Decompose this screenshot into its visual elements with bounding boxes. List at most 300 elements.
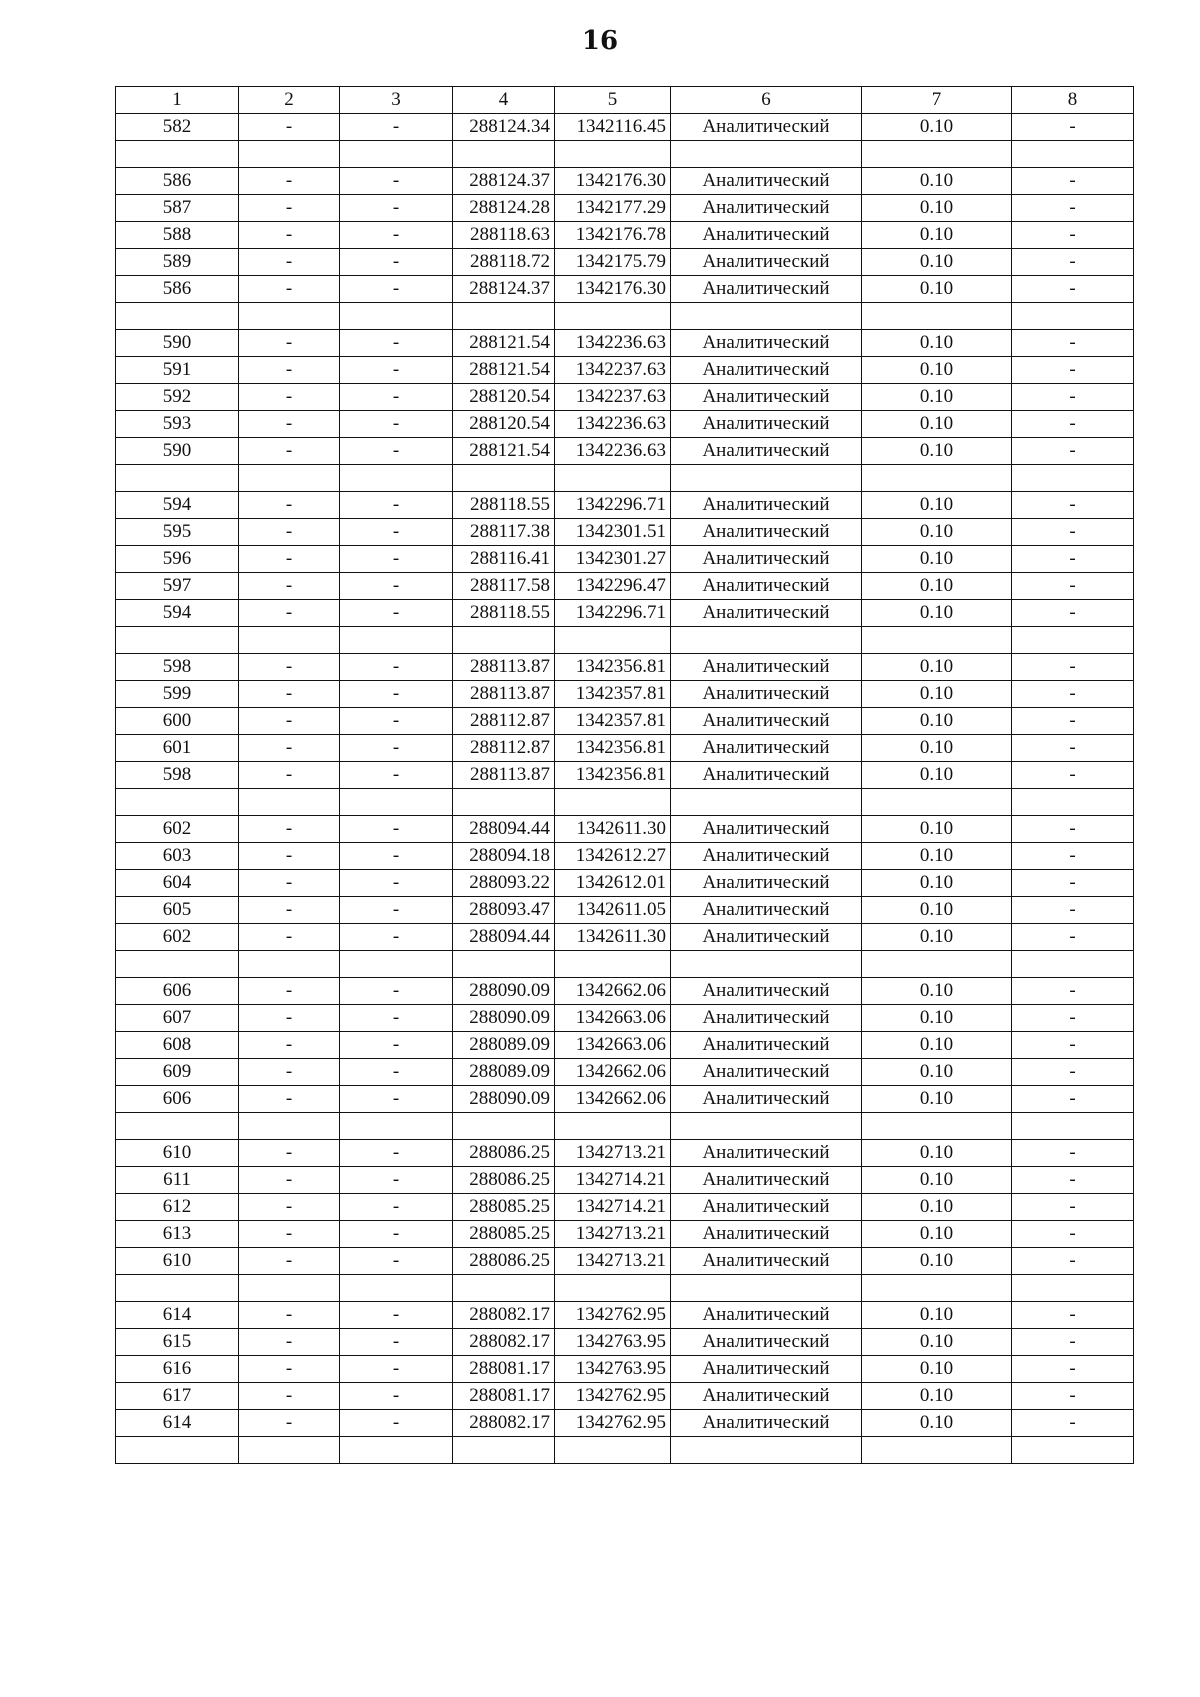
method-cell: Аналитический xyxy=(671,1383,862,1410)
accuracy-cell xyxy=(862,465,1012,492)
y-coordinate-cell: 1342662.06 xyxy=(555,1086,671,1113)
col8-cell xyxy=(1012,465,1134,492)
method-cell: Аналитический xyxy=(671,1167,862,1194)
col8-cell: - xyxy=(1012,1329,1134,1356)
table-row xyxy=(116,1356,1134,1383)
accuracy-cell: 0.10 xyxy=(862,1221,1012,1248)
col8-cell: - xyxy=(1012,357,1134,384)
point-number-cell xyxy=(116,951,239,978)
y-coordinate-cell: 1342612.01 xyxy=(555,870,671,897)
x-coordinate-cell: 288093.47 xyxy=(453,897,555,924)
table-row xyxy=(116,384,1134,411)
table-row xyxy=(116,519,1134,546)
col3-cell xyxy=(340,1275,453,1302)
method-cell: Аналитический xyxy=(671,735,862,762)
x-coordinate-cell: 288086.25 xyxy=(453,1140,555,1167)
method-cell: Аналитический xyxy=(671,681,862,708)
table-row xyxy=(116,573,1134,600)
table-row-separator xyxy=(116,465,1134,492)
col3-cell xyxy=(340,303,453,330)
y-coordinate-cell: 1342176.30 xyxy=(555,276,671,303)
col8-cell: - xyxy=(1012,978,1134,1005)
col3-cell: - xyxy=(340,276,453,303)
point-number-cell: 609 xyxy=(116,1059,239,1086)
table-row xyxy=(116,897,1134,924)
col8-cell: - xyxy=(1012,1383,1134,1410)
col3-cell: - xyxy=(340,546,453,573)
x-coordinate-cell: 288118.55 xyxy=(453,600,555,627)
method-cell: Аналитический xyxy=(671,654,862,681)
table-row xyxy=(116,1221,1134,1248)
col8-cell xyxy=(1012,141,1134,168)
table-row xyxy=(116,1059,1134,1086)
col8-cell: - xyxy=(1012,195,1134,222)
point-number-cell: 590 xyxy=(116,330,239,357)
x-coordinate-cell: 288094.18 xyxy=(453,843,555,870)
accuracy-cell: 0.10 xyxy=(862,1194,1012,1221)
accuracy-cell: 0.10 xyxy=(862,384,1012,411)
col2-cell: - xyxy=(239,681,340,708)
point-number-cell xyxy=(116,627,239,654)
x-coordinate-cell: 288086.25 xyxy=(453,1248,555,1275)
y-coordinate-cell: 1342116.45 xyxy=(555,114,671,141)
point-number-cell: 587 xyxy=(116,195,239,222)
col3-cell: - xyxy=(340,1167,453,1194)
method-cell: Аналитический xyxy=(671,546,862,573)
y-coordinate-cell: 1342296.71 xyxy=(555,600,671,627)
x-coordinate-cell: 288124.34 xyxy=(453,114,555,141)
point-number-cell: 607 xyxy=(116,1005,239,1032)
col2-cell: - xyxy=(239,1248,340,1275)
accuracy-cell: 0.10 xyxy=(862,1248,1012,1275)
col8-cell xyxy=(1012,1113,1134,1140)
point-number-cell: 615 xyxy=(116,1329,239,1356)
y-coordinate-cell: 1342762.95 xyxy=(555,1410,671,1437)
method-cell: Аналитический xyxy=(671,222,862,249)
method-cell: Аналитический xyxy=(671,1194,862,1221)
table-row xyxy=(116,1194,1134,1221)
col8-cell xyxy=(1012,1275,1134,1302)
col3-cell: - xyxy=(340,114,453,141)
x-coordinate-cell: 288121.54 xyxy=(453,330,555,357)
col3-cell xyxy=(340,951,453,978)
table-row xyxy=(116,1383,1134,1410)
method-cell: Аналитический xyxy=(671,168,862,195)
y-coordinate-cell: 1342763.95 xyxy=(555,1356,671,1383)
accuracy-cell xyxy=(862,1113,1012,1140)
col2-cell: - xyxy=(239,249,340,276)
y-coordinate-cell xyxy=(555,1113,671,1140)
point-number-cell: 606 xyxy=(116,1086,239,1113)
col2-cell: - xyxy=(239,384,340,411)
col3-cell: - xyxy=(340,1140,453,1167)
col8-cell: - xyxy=(1012,816,1134,843)
table-row xyxy=(116,195,1134,222)
accuracy-cell xyxy=(862,1437,1012,1464)
point-number-cell: 592 xyxy=(116,384,239,411)
point-number-cell: 591 xyxy=(116,357,239,384)
col2-cell: - xyxy=(239,1383,340,1410)
col3-cell: - xyxy=(340,1302,453,1329)
y-coordinate-cell: 1342611.30 xyxy=(555,924,671,951)
col3-cell: - xyxy=(340,1356,453,1383)
accuracy-cell: 0.10 xyxy=(862,924,1012,951)
method-cell: Аналитический xyxy=(671,843,862,870)
method-cell: Аналитический xyxy=(671,384,862,411)
y-coordinate-cell: 1342713.21 xyxy=(555,1221,671,1248)
x-coordinate-cell xyxy=(453,951,555,978)
accuracy-cell: 0.10 xyxy=(862,897,1012,924)
table-row xyxy=(116,870,1134,897)
col3-cell xyxy=(340,789,453,816)
table-row-separator xyxy=(116,1437,1134,1464)
table-header-row xyxy=(116,87,1134,114)
col8-cell: - xyxy=(1012,1167,1134,1194)
col3-cell: - xyxy=(340,1194,453,1221)
col8-cell xyxy=(1012,789,1134,816)
table-row xyxy=(116,249,1134,276)
accuracy-cell: 0.10 xyxy=(862,438,1012,465)
col8-cell xyxy=(1012,303,1134,330)
col8-cell xyxy=(1012,627,1134,654)
x-coordinate-cell: 288112.87 xyxy=(453,735,555,762)
column-header: 2 xyxy=(239,87,340,114)
method-cell: Аналитический xyxy=(671,519,862,546)
method-cell xyxy=(671,1437,862,1464)
col2-cell: - xyxy=(239,1356,340,1383)
y-coordinate-cell xyxy=(555,627,671,654)
col3-cell xyxy=(340,465,453,492)
y-coordinate-cell: 1342175.79 xyxy=(555,249,671,276)
accuracy-cell: 0.10 xyxy=(862,411,1012,438)
x-coordinate-cell: 288113.87 xyxy=(453,654,555,681)
accuracy-cell: 0.10 xyxy=(862,1167,1012,1194)
accuracy-cell: 0.10 xyxy=(862,546,1012,573)
col8-cell: - xyxy=(1012,870,1134,897)
col2-cell: - xyxy=(239,1302,340,1329)
col2-cell: - xyxy=(239,330,340,357)
column-header: 4 xyxy=(453,87,555,114)
col8-cell: - xyxy=(1012,924,1134,951)
point-number-cell: 606 xyxy=(116,978,239,1005)
col3-cell: - xyxy=(340,492,453,519)
x-coordinate-cell: 288089.09 xyxy=(453,1059,555,1086)
x-coordinate-cell xyxy=(453,1113,555,1140)
method-cell xyxy=(671,465,862,492)
col2-cell: - xyxy=(239,600,340,627)
x-coordinate-cell: 288089.09 xyxy=(453,1032,555,1059)
accuracy-cell: 0.10 xyxy=(862,492,1012,519)
col2-cell: - xyxy=(239,114,340,141)
accuracy-cell: 0.10 xyxy=(862,168,1012,195)
accuracy-cell: 0.10 xyxy=(862,1383,1012,1410)
point-number-cell: 608 xyxy=(116,1032,239,1059)
table-row xyxy=(116,357,1134,384)
accuracy-cell: 0.10 xyxy=(862,114,1012,141)
y-coordinate-cell xyxy=(555,951,671,978)
accuracy-cell: 0.10 xyxy=(862,762,1012,789)
point-number-cell: 596 xyxy=(116,546,239,573)
accuracy-cell: 0.10 xyxy=(862,1032,1012,1059)
method-cell xyxy=(671,951,862,978)
table-row xyxy=(116,1248,1134,1275)
x-coordinate-cell: 288094.44 xyxy=(453,816,555,843)
x-coordinate-cell: 288090.09 xyxy=(453,1086,555,1113)
y-coordinate-cell: 1342713.21 xyxy=(555,1248,671,1275)
x-coordinate-cell: 288085.25 xyxy=(453,1221,555,1248)
table-row xyxy=(116,1005,1134,1032)
table-row-separator xyxy=(116,303,1134,330)
col2-cell: - xyxy=(239,816,340,843)
table-row xyxy=(116,1086,1134,1113)
table-row xyxy=(116,1140,1134,1167)
col3-cell xyxy=(340,141,453,168)
col8-cell: - xyxy=(1012,735,1134,762)
col8-cell: - xyxy=(1012,1221,1134,1248)
col2-cell: - xyxy=(239,1140,340,1167)
col2-cell: - xyxy=(239,1032,340,1059)
col2-cell: - xyxy=(239,897,340,924)
col3-cell xyxy=(340,1437,453,1464)
col2-cell: - xyxy=(239,1194,340,1221)
point-number-cell: 597 xyxy=(116,573,239,600)
table-row xyxy=(116,1302,1134,1329)
page-number: 16 xyxy=(581,26,619,56)
point-number-cell: 582 xyxy=(116,114,239,141)
y-coordinate-cell xyxy=(555,789,671,816)
col8-cell: - xyxy=(1012,168,1134,195)
col8-cell: - xyxy=(1012,573,1134,600)
col2-cell: - xyxy=(239,762,340,789)
x-coordinate-cell: 288118.72 xyxy=(453,249,555,276)
point-number-cell xyxy=(116,1275,239,1302)
table-row xyxy=(116,330,1134,357)
col3-cell: - xyxy=(340,924,453,951)
y-coordinate-cell: 1342662.06 xyxy=(555,1059,671,1086)
accuracy-cell: 0.10 xyxy=(862,357,1012,384)
method-cell xyxy=(671,303,862,330)
y-coordinate-cell: 1342236.63 xyxy=(555,411,671,438)
accuracy-cell: 0.10 xyxy=(862,600,1012,627)
accuracy-cell: 0.10 xyxy=(862,249,1012,276)
accuracy-cell xyxy=(862,627,1012,654)
point-number-cell xyxy=(116,1113,239,1140)
point-number-cell: 595 xyxy=(116,519,239,546)
accuracy-cell: 0.10 xyxy=(862,735,1012,762)
col3-cell: - xyxy=(340,654,453,681)
col8-cell xyxy=(1012,951,1134,978)
y-coordinate-cell: 1342301.27 xyxy=(555,546,671,573)
accuracy-cell: 0.10 xyxy=(862,1059,1012,1086)
method-cell: Аналитический xyxy=(671,357,862,384)
accuracy-cell: 0.10 xyxy=(862,1329,1012,1356)
col2-cell: - xyxy=(239,1410,340,1437)
column-header: 6 xyxy=(671,87,862,114)
point-number-cell: 611 xyxy=(116,1167,239,1194)
method-cell xyxy=(671,627,862,654)
method-cell: Аналитический xyxy=(671,924,862,951)
col2-cell: - xyxy=(239,978,340,1005)
accuracy-cell: 0.10 xyxy=(862,1140,1012,1167)
point-number-cell: 598 xyxy=(116,762,239,789)
x-coordinate-cell: 288116.41 xyxy=(453,546,555,573)
table-row-separator xyxy=(116,1275,1134,1302)
point-number-cell: 594 xyxy=(116,600,239,627)
table-row xyxy=(116,438,1134,465)
x-coordinate-cell: 288090.09 xyxy=(453,1005,555,1032)
col2-cell: - xyxy=(239,924,340,951)
col2-cell: - xyxy=(239,708,340,735)
col2-cell xyxy=(239,1437,340,1464)
col3-cell: - xyxy=(340,1086,453,1113)
coordinates-table xyxy=(115,86,1134,1464)
method-cell: Аналитический xyxy=(671,870,862,897)
table-row xyxy=(116,816,1134,843)
method-cell: Аналитический xyxy=(671,816,862,843)
method-cell: Аналитический xyxy=(671,1221,862,1248)
col3-cell: - xyxy=(340,1329,453,1356)
x-coordinate-cell: 288112.87 xyxy=(453,708,555,735)
column-header: 8 xyxy=(1012,87,1134,114)
table-row xyxy=(116,735,1134,762)
table-row xyxy=(116,708,1134,735)
table-row xyxy=(116,978,1134,1005)
method-cell: Аналитический xyxy=(671,276,862,303)
col3-cell: - xyxy=(340,681,453,708)
x-coordinate-cell: 288082.17 xyxy=(453,1410,555,1437)
col8-cell: - xyxy=(1012,114,1134,141)
x-coordinate-cell: 288118.55 xyxy=(453,492,555,519)
point-number-cell: 593 xyxy=(116,411,239,438)
col2-cell: - xyxy=(239,519,340,546)
col3-cell: - xyxy=(340,1410,453,1437)
point-number-cell: 610 xyxy=(116,1248,239,1275)
method-cell xyxy=(671,789,862,816)
col3-cell: - xyxy=(340,1221,453,1248)
col2-cell: - xyxy=(239,1059,340,1086)
y-coordinate-cell: 1342237.63 xyxy=(555,384,671,411)
col2-cell: - xyxy=(239,843,340,870)
y-coordinate-cell: 1342357.81 xyxy=(555,681,671,708)
method-cell: Аналитический xyxy=(671,708,862,735)
x-coordinate-cell: 288118.63 xyxy=(453,222,555,249)
table-row xyxy=(116,1167,1134,1194)
col8-cell: - xyxy=(1012,1086,1134,1113)
col8-cell: - xyxy=(1012,1032,1134,1059)
col3-cell: - xyxy=(340,1005,453,1032)
col8-cell: - xyxy=(1012,384,1134,411)
accuracy-cell: 0.10 xyxy=(862,1410,1012,1437)
table-row xyxy=(116,1329,1134,1356)
col2-cell xyxy=(239,789,340,816)
col8-cell: - xyxy=(1012,1410,1134,1437)
point-number-cell: 614 xyxy=(116,1302,239,1329)
col3-cell: - xyxy=(340,816,453,843)
point-number-cell: 603 xyxy=(116,843,239,870)
x-coordinate-cell: 288081.17 xyxy=(453,1383,555,1410)
point-number-cell: 605 xyxy=(116,897,239,924)
col8-cell: - xyxy=(1012,1302,1134,1329)
col2-cell: - xyxy=(239,1167,340,1194)
x-coordinate-cell: 288093.22 xyxy=(453,870,555,897)
col3-cell: - xyxy=(340,168,453,195)
col2-cell: - xyxy=(239,1005,340,1032)
x-coordinate-cell: 288124.37 xyxy=(453,168,555,195)
x-coordinate-cell xyxy=(453,141,555,168)
point-number-cell: 588 xyxy=(116,222,239,249)
column-header: 1 xyxy=(116,87,239,114)
col8-cell: - xyxy=(1012,681,1134,708)
col3-cell: - xyxy=(340,222,453,249)
x-coordinate-cell: 288081.17 xyxy=(453,1356,555,1383)
col3-cell: - xyxy=(340,1059,453,1086)
table-row-separator xyxy=(116,951,1134,978)
col8-cell: - xyxy=(1012,1248,1134,1275)
point-number-cell: 598 xyxy=(116,654,239,681)
table-row xyxy=(116,168,1134,195)
method-cell: Аналитический xyxy=(671,114,862,141)
x-coordinate-cell: 288113.87 xyxy=(453,681,555,708)
col8-cell: - xyxy=(1012,276,1134,303)
col2-cell: - xyxy=(239,411,340,438)
y-coordinate-cell: 1342176.30 xyxy=(555,168,671,195)
col2-cell xyxy=(239,627,340,654)
table-row xyxy=(116,276,1134,303)
col3-cell: - xyxy=(340,1383,453,1410)
col3-cell: - xyxy=(340,195,453,222)
col8-cell: - xyxy=(1012,519,1134,546)
point-number-cell: 613 xyxy=(116,1221,239,1248)
table-row-separator xyxy=(116,1113,1134,1140)
col3-cell: - xyxy=(340,384,453,411)
col3-cell: - xyxy=(340,897,453,924)
col8-cell: - xyxy=(1012,1140,1134,1167)
table-row-separator xyxy=(116,141,1134,168)
y-coordinate-cell xyxy=(555,141,671,168)
col3-cell xyxy=(340,1113,453,1140)
col3-cell: - xyxy=(340,870,453,897)
col8-cell: - xyxy=(1012,492,1134,519)
x-coordinate-cell: 288121.54 xyxy=(453,438,555,465)
col2-cell xyxy=(239,303,340,330)
col8-cell: - xyxy=(1012,330,1134,357)
y-coordinate-cell: 1342356.81 xyxy=(555,762,671,789)
table-row xyxy=(116,1410,1134,1437)
point-number-cell xyxy=(116,141,239,168)
col3-cell: - xyxy=(340,1032,453,1059)
col8-cell: - xyxy=(1012,438,1134,465)
y-coordinate-cell: 1342763.95 xyxy=(555,1329,671,1356)
col3-cell: - xyxy=(340,843,453,870)
accuracy-cell xyxy=(862,1275,1012,1302)
method-cell: Аналитический xyxy=(671,1005,862,1032)
col8-cell: - xyxy=(1012,1194,1134,1221)
point-number-cell: 594 xyxy=(116,492,239,519)
y-coordinate-cell: 1342357.81 xyxy=(555,708,671,735)
table-row xyxy=(116,924,1134,951)
x-coordinate-cell xyxy=(453,1275,555,1302)
y-coordinate-cell xyxy=(555,303,671,330)
y-coordinate-cell: 1342237.63 xyxy=(555,357,671,384)
col3-cell: - xyxy=(340,600,453,627)
col2-cell: - xyxy=(239,276,340,303)
accuracy-cell: 0.10 xyxy=(862,681,1012,708)
method-cell: Аналитический xyxy=(671,1032,862,1059)
x-coordinate-cell: 288121.54 xyxy=(453,357,555,384)
col8-cell: - xyxy=(1012,708,1134,735)
table-row xyxy=(116,222,1134,249)
point-number-cell: 601 xyxy=(116,735,239,762)
